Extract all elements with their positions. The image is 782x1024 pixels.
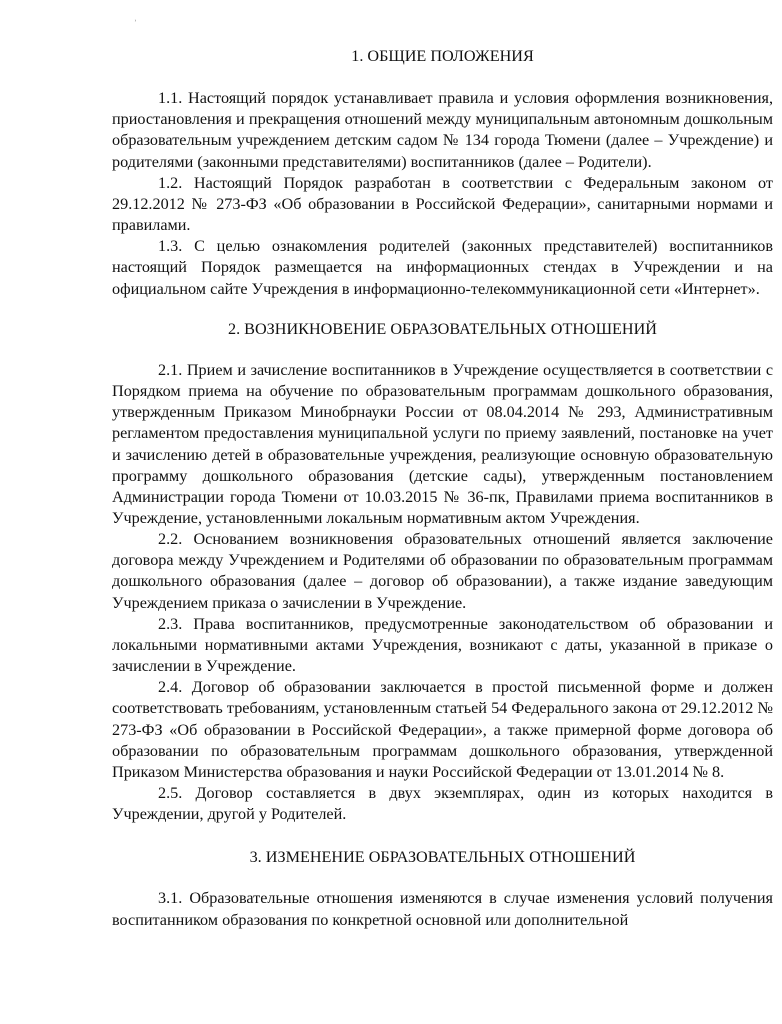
paragraph-2-4: 2.4. Договор об образовании заключается в простой письменной форме и должен соответствовать требованиям, установленным статьей 54 Федерального закона от 29.12.2012 № 273-ФЗ «Об образовании в Российской Федерации», а также примерной форме договора об образовании по образовательным программам дошкольного образования, утвержденной Приказом Министерства образования и науки Российской Федерации от 13.01.2014 № 8. [112, 678, 773, 781]
scan-mark: ʾ [134, 19, 137, 28]
paragraph-1-3: 1.3. С целью ознакомления родителей (законных представителей) воспитанников настоящий Порядок размещается на информационных стендах в Учреждении и на официальном сайте Учреждения в информационно-телекоммуникационной сети «Интернет». [112, 237, 773, 298]
section-2-title: 2. ВОЗНИКНОВЕНИЕ ОБРАЗОВАТЕЛЬНЫХ ОТНОШЕНИЙ [227, 319, 657, 338]
paragraph-2-5: 2.5. Договор составляется в двух экземплярах, один из которых находится в Учреждении, другой у Родителей. [112, 784, 773, 824]
paragraph-1-2: 1.2. Настоящий Порядок разработан в соответствии с Федеральным законом от 29.12.2012 № 273-ФЗ «Об образовании в Российской Федерации», санитарными нормами и правилами. [112, 173, 773, 235]
paragraph-1-1: 1.1. Настоящий порядок устанавливает правила и условия оформления возникновения, приостановления и прекращения отношений между муниципальным автономным дошкольным образовательным учреждением детским садом № 134 города Тюмени (далее – Учреждение) и родителями (законными представителями) воспитанников (далее – Родители). [112, 89, 773, 171]
paragraph-2-2: 2.2. Основанием возникновения образовательных отношений является заключение договора между Учреждением и Родителями об образовании по образовательным программам дошкольного образования (далее – договор об образовании), а также издание заведующим Учреждением приказа о зачислении в Учреждение. [112, 530, 773, 612]
section-1-title: 1. ОБЩИЕ ПОЛОЖЕНИЯ [351, 47, 534, 65]
paragraph-3-1: 3.1. Образовательные отношения изменяются в случае изменения условий получения воспитанником образования по конкретной основной или дополнительной [112, 889, 773, 929]
section-3-title: 3. ИЗМЕНЕНИЕ ОБРАЗОВАТЕЛЬНЫХ ОТНОШЕНИЙ [249, 848, 636, 867]
paragraph-2-1: 2.1. Прием и зачисление воспитанников в Учреждение осуществляется в соответствии с Порядком приема на обучение по образовательным программам дошкольного образования, утвержденным Приказом Минобрнауки России от 08.04.2014 № 293, Административным регламентом предоставления муниципальной услуги по приему заявлений, постановке на учет и зачислению детей в образовательные учреждения, реализующие основную образовательную программу дошкольного образования (детские сады), утвержденным постановлением Администрации города Тюмени от 10.03.2015 № 36-пк, Правилами приема воспитанников в Учреждение, установленными локальным нормативным актом Учреждения. [112, 360, 773, 527]
paragraph-2-3: 2.3. Права воспитанников, предусмотренные законодательством об образовании и локальными нормативными актами Учреждения, возникают с даты, указанной в приказе о зачислении в Учреждение. [112, 614, 773, 676]
